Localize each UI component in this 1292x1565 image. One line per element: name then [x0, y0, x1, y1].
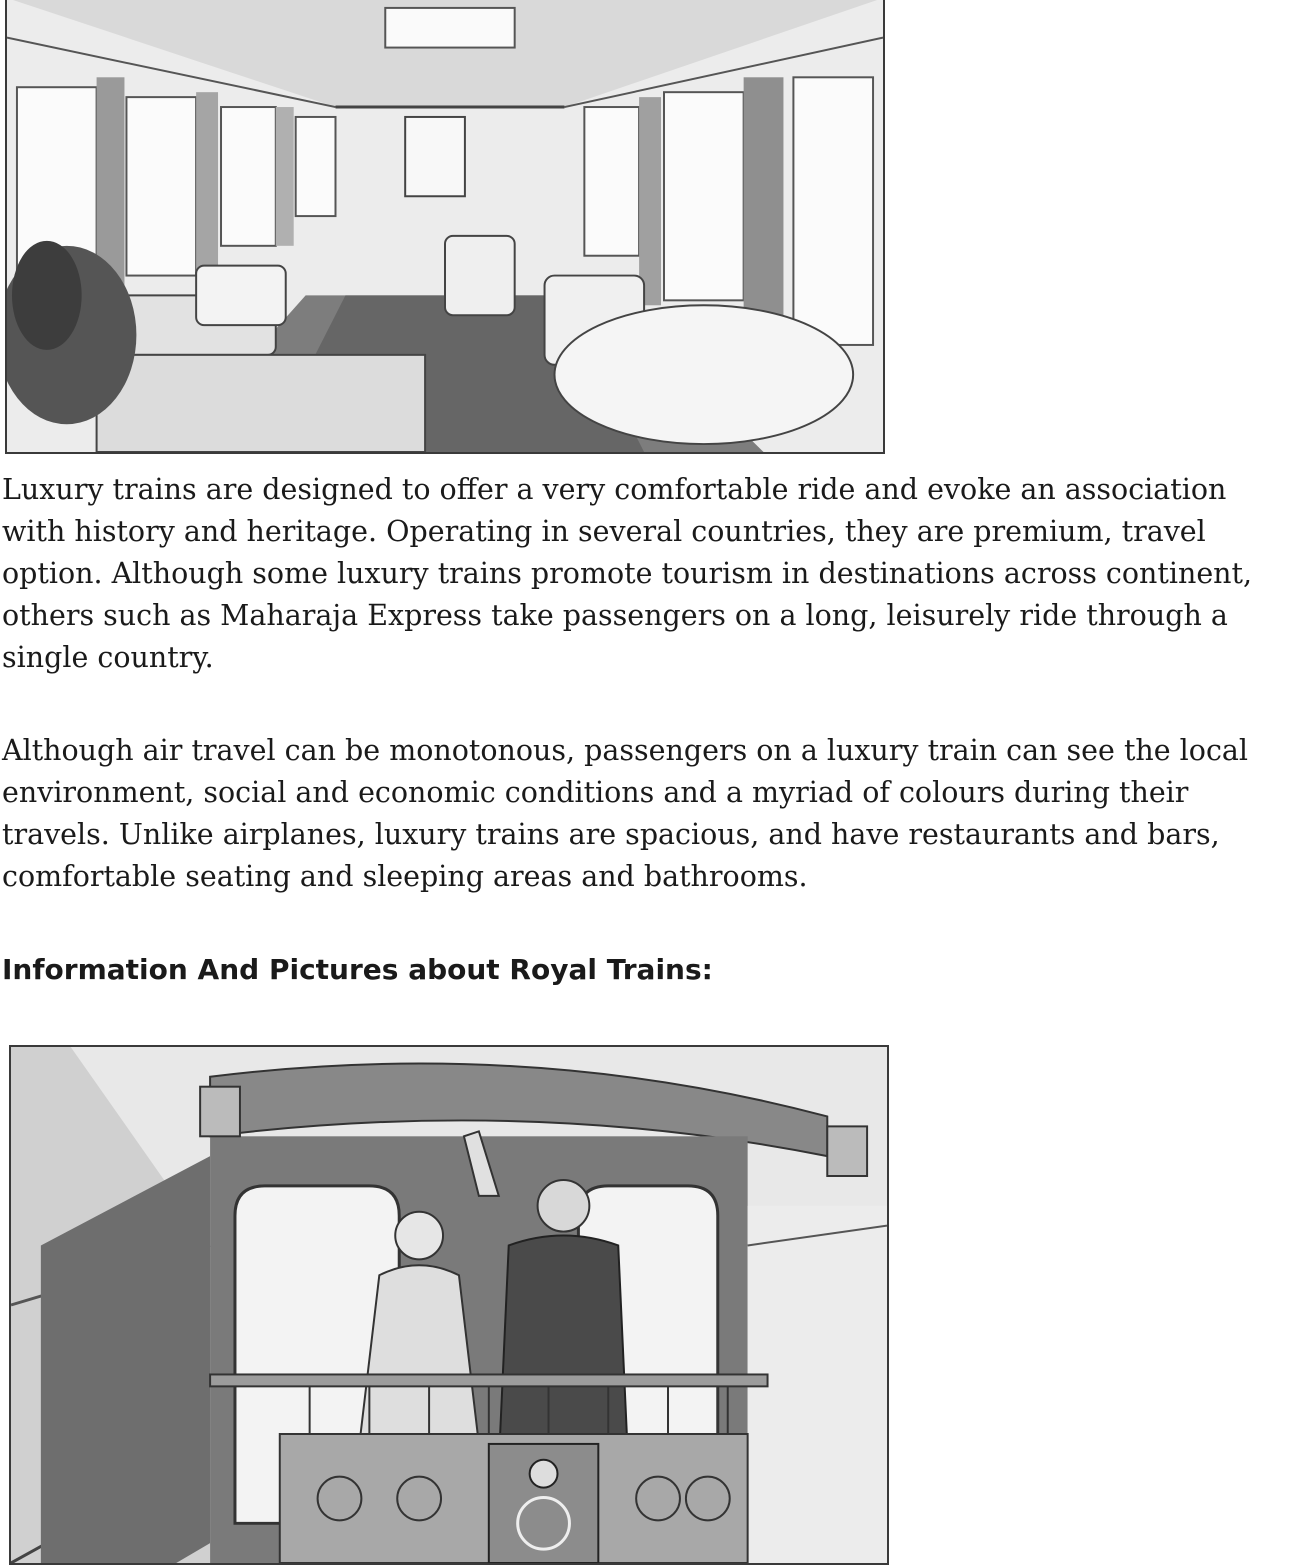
royal-train-photo [9, 1045, 889, 1565]
train-interior-illustration [7, 0, 883, 452]
royal-train-illustration [11, 1047, 887, 1563]
intro-paragraph: Luxury trains are designed to offer a very comfortable ride and evoke an association with history and heritage. Operating in several countries, they are premium, travel option. Although some luxury trains promote tourism in destinations across continent, others such as Maharaja Express take passengers on a long, leisurely ride through a single country. [2, 473, 1253, 674]
train-interior-photo [5, 0, 885, 454]
section-heading: Information And Pictures about Royal Trains: [2, 953, 713, 986]
comparison-paragraph: Although air travel can be monotonous, passengers on a luxury train can see the local environment, social and economic conditions and a myriad of colours during their travels. Unlike airplanes, luxury trains are spacious, and have restaurants and bars, comfortable seating and sleeping areas and bathrooms. [2, 734, 1249, 893]
